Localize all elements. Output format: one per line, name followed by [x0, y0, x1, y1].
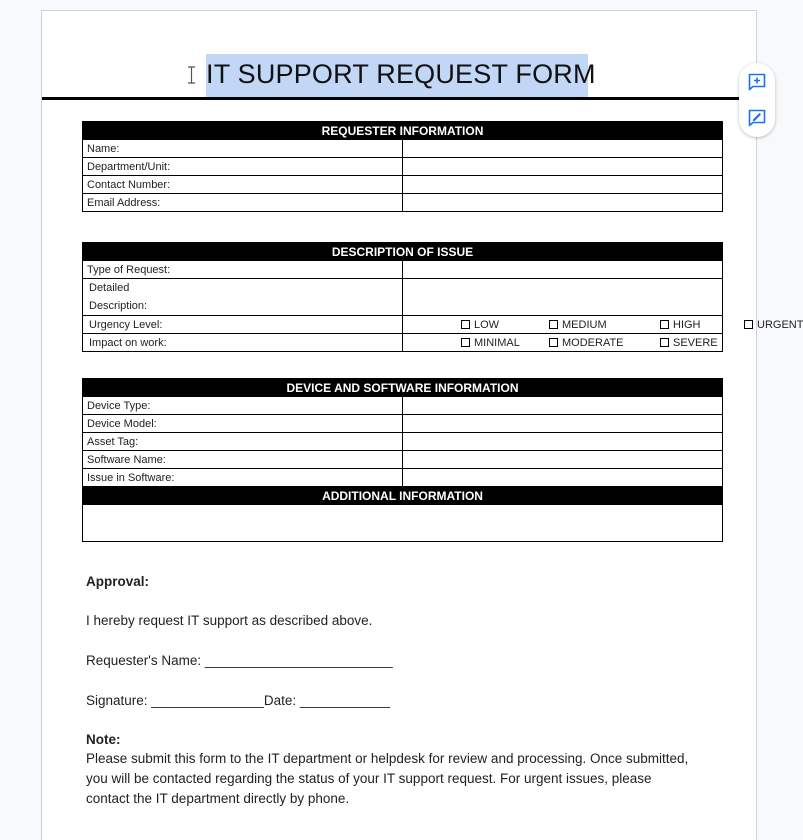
asset-tag-field[interactable] — [403, 433, 723, 451]
approval-heading: Approval: — [86, 574, 150, 589]
urgency-options — [403, 316, 803, 334]
issue-in-software-label: Issue in Software: — [83, 469, 403, 487]
software-name-field[interactable] — [403, 451, 723, 469]
email-label: Email Address: — [83, 194, 403, 212]
checkbox-icon[interactable] — [744, 320, 753, 329]
detailed-label-line1: Detailed — [89, 282, 130, 294]
issue-table — [82, 242, 803, 352]
detailed-description-field[interactable] — [403, 279, 723, 316]
suggest-edit-icon[interactable] — [747, 108, 767, 128]
type-of-request-field[interactable] — [403, 261, 723, 279]
impact-minimal-option[interactable] — [461, 337, 549, 349]
urgency-medium-option[interactable] — [549, 319, 660, 331]
device-model-label: Device Model: — [83, 415, 403, 433]
impact-label: Impact on work: — [83, 334, 403, 352]
type-of-request-label: Type of Request: — [83, 261, 403, 279]
device-type-label: Device Type: — [83, 397, 403, 415]
requester-info-table — [82, 121, 723, 212]
contact-number-label: Contact Number: — [83, 176, 403, 194]
device-model-field[interactable] — [403, 415, 723, 433]
issue-in-software-field[interactable] — [403, 469, 723, 487]
detailed-label-line2: Description: — [89, 300, 148, 312]
urgency-urgent-option[interactable] — [744, 319, 803, 331]
department-label: Department/Unit: — [83, 158, 403, 176]
approval-text: I hereby request IT support as described above. — [86, 613, 373, 628]
note-text: Please submit this form to the IT department or helpdesk for review and processing. Once submitted, you will be contacted regarding the status of your IT support request. For urgent issues, please contact the IT department directly by phone. — [86, 751, 689, 806]
device-type-field[interactable] — [403, 397, 723, 415]
email-field[interactable] — [403, 194, 723, 212]
urgency-high-option[interactable] — [660, 319, 744, 331]
document-page[interactable] — [41, 10, 803, 840]
detailed-description-label — [83, 279, 403, 316]
urgency-medium-label: MEDIUM — [562, 318, 607, 331]
checkbox-icon[interactable] — [461, 320, 470, 329]
name-field[interactable] — [403, 140, 723, 158]
side-action-panel — [739, 63, 775, 137]
name-label: Name: — [83, 140, 403, 158]
asset-tag-label: Asset Tag: — [83, 433, 403, 451]
checkbox-icon[interactable] — [461, 338, 470, 347]
impact-severe-label: SEVERE — [673, 336, 718, 349]
checkbox-icon[interactable] — [549, 320, 558, 329]
form-title[interactable]: IT SUPPORT REQUEST FORM — [206, 59, 596, 89]
impact-moderate-option[interactable] — [549, 337, 660, 349]
urgency-low-label: LOW — [474, 318, 500, 331]
device-software-table — [82, 378, 723, 542]
urgency-label: Urgency Level: — [83, 316, 403, 334]
checkbox-icon[interactable] — [660, 338, 669, 347]
requester-header: REQUESTER INFORMATION — [83, 122, 723, 140]
urgency-high-label: HIGH — [673, 318, 701, 331]
additional-info-header: ADDITIONAL INFORMATION — [83, 487, 723, 505]
software-name-label: Software Name: — [83, 451, 403, 469]
impact-options — [403, 334, 723, 352]
impact-moderate-label: MODERATE — [562, 336, 624, 349]
text-cursor-icon — [187, 66, 196, 84]
requester-name-line: Requester's Name: _________________________ — [86, 653, 393, 668]
add-comment-icon[interactable] — [747, 72, 767, 92]
impact-severe-option[interactable] — [660, 337, 718, 349]
urgency-low-option[interactable] — [461, 319, 549, 331]
signature-date-line: Signature: _______________Date: ____________ — [86, 693, 391, 708]
title-area — [42, 11, 756, 99]
device-header: DEVICE AND SOFTWARE INFORMATION — [83, 379, 723, 397]
title-underline — [42, 97, 756, 100]
note-heading: Note: — [86, 732, 121, 747]
contact-number-field[interactable] — [403, 176, 723, 194]
impact-minimal-label: MINIMAL — [474, 336, 520, 349]
checkbox-icon[interactable] — [549, 338, 558, 347]
urgency-urgent-label: URGENT — [757, 318, 803, 331]
issue-header: DESCRIPTION OF ISSUE — [83, 243, 723, 261]
checkbox-icon[interactable] — [660, 320, 669, 329]
department-field[interactable] — [403, 158, 723, 176]
additional-info-field[interactable] — [83, 505, 723, 542]
